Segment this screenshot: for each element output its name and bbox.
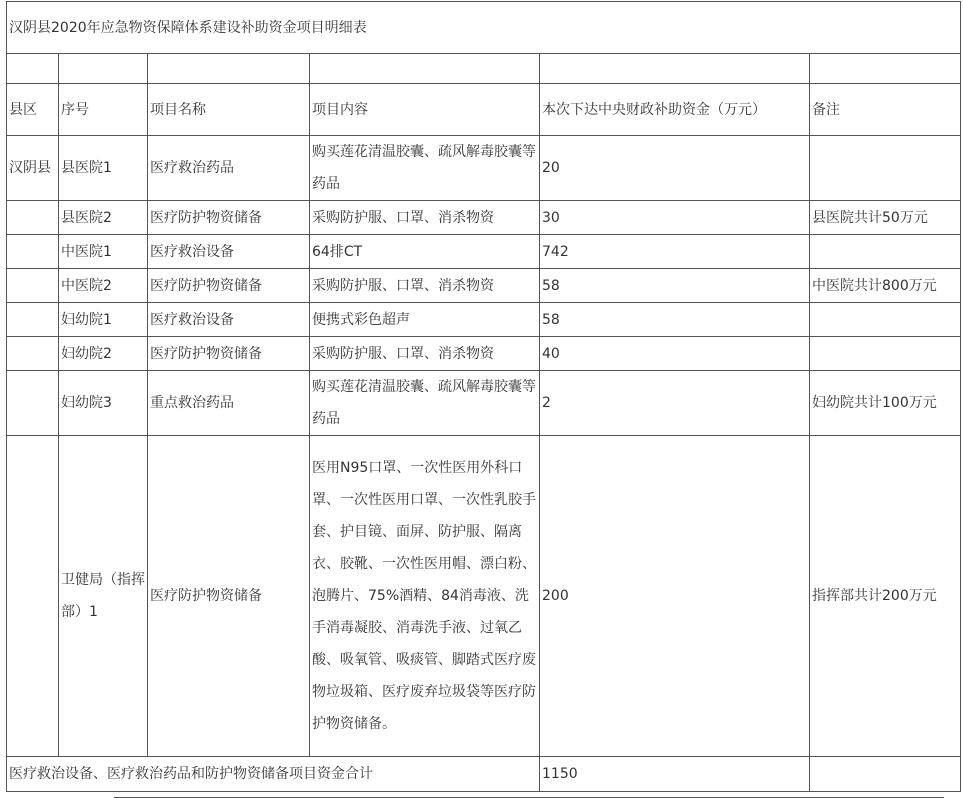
cell-county [7,201,59,235]
table-row [7,371,961,436]
cell-amount: 2 [540,371,810,436]
blank-cell [540,54,810,84]
cell-note [810,235,961,269]
table-row [7,269,961,303]
fund-detail-table [6,1,961,792]
total-note [810,757,961,792]
cell-county [7,269,59,303]
header-amount: 本次下达中央财政补助资金（万元） [540,84,810,136]
header-name: 项目名称 [148,84,310,136]
cell-name: 医疗救治药品 [148,136,310,201]
cell-content: 采购防护服、口罩、消杀物资 [310,201,540,235]
table-row [7,201,961,235]
cell-no: 县医院2 [59,201,148,235]
total-amount: 1150 [540,757,810,792]
cell-content: 便携式彩色超声 [310,303,540,337]
cell-no: 中医院1 [59,235,148,269]
cell-name: 医疗防护物资储备 [148,436,310,757]
cell-name: 医疗救治设备 [148,303,310,337]
cell-content: 购买莲花清温胶囊、疏风解毒胶囊等药品 [310,371,540,436]
cell-note [810,303,961,337]
cell-amount: 58 [540,303,810,337]
cell-content: 采购防护服、口罩、消杀物资 [310,337,540,371]
blank-cell [310,54,540,84]
cell-content: 采购防护服、口罩、消杀物资 [310,269,540,303]
table-title: 汉阴县2020年应急物资保障体系建设补助资金项目明细表 [7,2,961,54]
table-row [7,436,961,757]
cell-no: 中医院2 [59,269,148,303]
table-row [7,303,961,337]
cell-amount: 58 [540,269,810,303]
cell-note [810,337,961,371]
blank-cell [148,54,310,84]
cell-note: 中医院共计800万元 [810,269,961,303]
cell-no: 妇幼院3 [59,371,148,436]
cell-no: 妇幼院1 [59,303,148,337]
cell-amount: 40 [540,337,810,371]
blank-cell [810,54,961,84]
cell-no: 妇幼院2 [59,337,148,371]
header-note: 备注 [810,84,961,136]
cell-county: 汉阴县 [7,136,59,201]
cell-county [7,235,59,269]
cell-county [7,371,59,436]
cell-amount: 742 [540,235,810,269]
header-no: 序号 [59,84,148,136]
cell-amount: 200 [540,436,810,757]
blank-cell [7,54,59,84]
title-row [7,2,961,54]
cell-name: 医疗防护物资储备 [148,269,310,303]
total-label: 医疗救治设备、医疗救治药品和防护物资储备项目资金合计 [7,757,540,792]
cell-no: 卫健局（指挥部）1 [59,436,148,757]
cell-name: 重点救治药品 [148,371,310,436]
cell-note: 县医院共计50万元 [810,201,961,235]
blank-cell [59,54,148,84]
cell-note [810,136,961,201]
cell-content: 购买莲花清温胶囊、疏风解毒胶囊等药品 [310,136,540,201]
cell-county [7,436,59,757]
cell-name: 医疗救治设备 [148,235,310,269]
table-row [7,337,961,371]
cell-content: 医用N95口罩、一次性医用外科口罩、一次性医用口罩、一次性乳胶手套、护目镜、面屏、防护服、隔离衣、胶靴、一次性医用帽、漂白粉、泡腾片、75%酒精、84消毒液、洗手消毒凝胶、消毒洗手液、过氧乙酸、吸氧管、吸痰管、脚踏式医疗废物垃圾箱、医疗废弃垃圾袋等医疗防护物资储备。 [310,436,540,757]
table-row [7,235,961,269]
cell-no: 县医院1 [59,136,148,201]
table-row [7,136,961,201]
cell-content: 64排CT [310,235,540,269]
cell-note: 妇幼院共计100万元 [810,371,961,436]
cell-amount: 30 [540,201,810,235]
header-content: 项目内容 [310,84,540,136]
cell-name: 医疗防护物资储备 [148,201,310,235]
cell-county [7,337,59,371]
header-county: 县区 [7,84,59,136]
blank-row [7,54,961,84]
cell-note: 指挥部共计200万元 [810,436,961,757]
cell-county [7,303,59,337]
header-row [7,84,961,136]
cell-name: 医疗防护物资储备 [148,337,310,371]
cell-amount: 20 [540,136,810,201]
total-row [7,757,961,792]
